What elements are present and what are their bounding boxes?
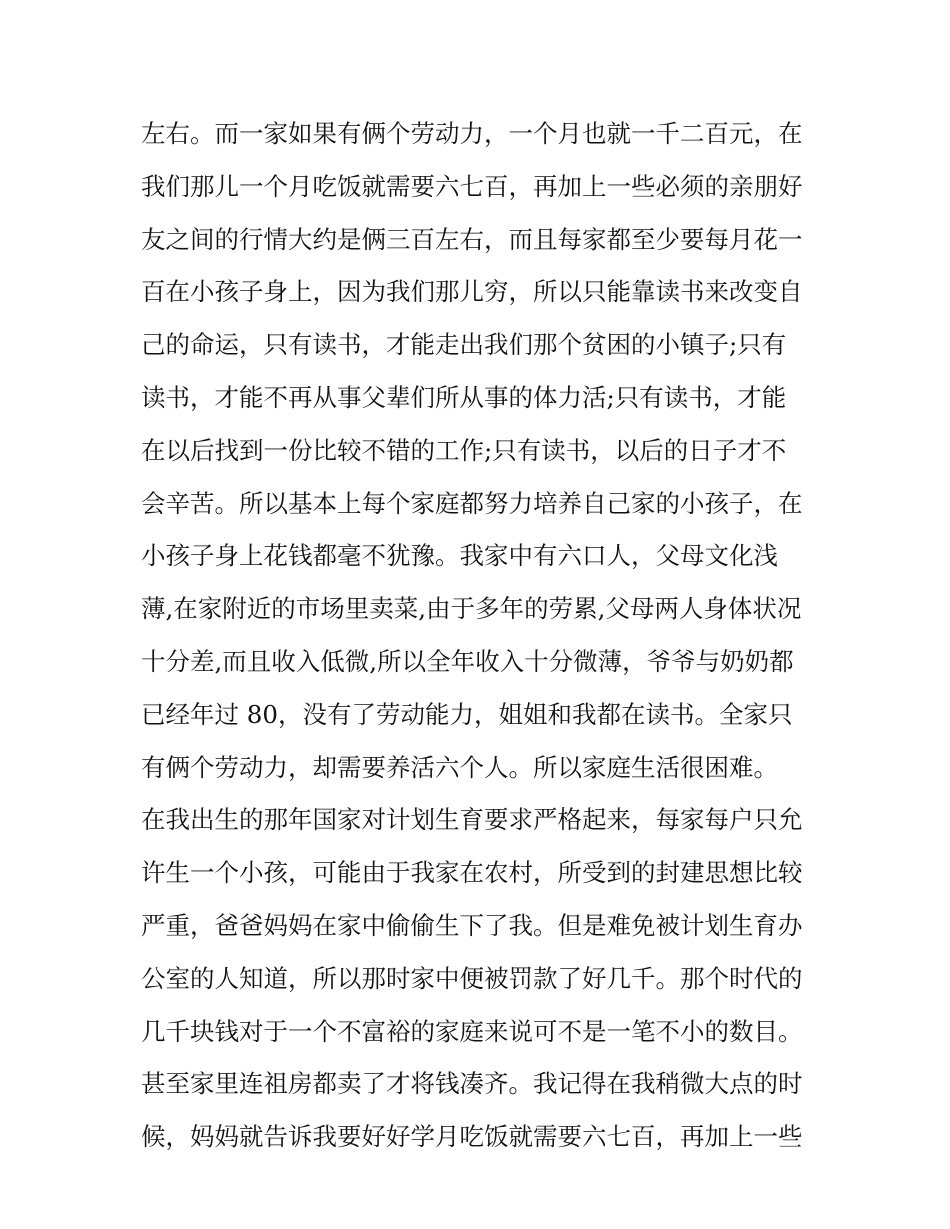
text-line: 候，妈妈就告诉我要好好学月吃饭就需要六七百，再加上一些 bbox=[141, 1122, 803, 1152]
text-line: 公室的人知道，所以那时家中便被罚款了好几千。那个时代的 bbox=[141, 963, 803, 993]
text-line: 有俩个劳动力，却需要养活六个人。所以家庭生活很困难。 bbox=[141, 752, 778, 782]
text-line: 友之间的行情大约是俩三百左右，而且每家都至少要每月花一 bbox=[141, 224, 803, 254]
text-line: 甚至家里连祖房都卖了才将钱凑齐。我记得在我稍微大点的时 bbox=[141, 1069, 803, 1099]
text-line: 在以后找到一份比较不错的工作;只有读书，以后的日子才不 bbox=[141, 435, 787, 465]
text-line: 读书，才能不再从事父辈们所从事的体力活;只有读书，才能 bbox=[141, 382, 787, 412]
text-line: 百在小孩子身上，因为我们那儿穷，所以只能靠读书来改变自 bbox=[141, 277, 803, 307]
text-line: 严重，爸爸妈妈在家中偷偷生下了我。但是难免被计划生育办 bbox=[141, 910, 803, 940]
body-text bbox=[141, 108, 821, 1164]
text-line: 薄,在家附近的市场里卖菜,由于多年的劳累,父母两人身体状况 bbox=[141, 594, 802, 624]
text-line: 已经年过 80，没有了劳动能力，姐姐和我都在读书。全家只 bbox=[141, 699, 793, 729]
text-line: 小孩子身上花钱都毫不犹豫。我家中有六口人，父母文化浅 bbox=[141, 541, 778, 571]
text-line: 会辛苦。所以基本上每个家庭都努力培养自己家的小孩子，在 bbox=[141, 488, 803, 518]
text-line: 己的命运，只有读书，才能走出我们那个贫困的小镇子;只有 bbox=[141, 330, 787, 360]
text-line: 十分差,而且收入低微,所以全年收入十分微薄，爷爷与奶奶都 bbox=[141, 646, 794, 676]
text-line: 在我出生的那年国家对计划生育要求严格起来，每家每户只允 bbox=[141, 805, 803, 835]
text-line: 几千块钱对于一个不富裕的家庭来说可不是一笔不小的数目。 bbox=[141, 1016, 803, 1046]
text-line: 左右。而一家如果有俩个劳动力，一个月也就一千二百元，在 bbox=[141, 119, 803, 148]
text-line: 许生一个小孩，可能由于我家在农村，所受到的封建思想比较 bbox=[141, 858, 803, 888]
text-line: 我们那儿一个月吃饭就需要六七百，再加上一些必须的亲朋好 bbox=[141, 171, 803, 201]
